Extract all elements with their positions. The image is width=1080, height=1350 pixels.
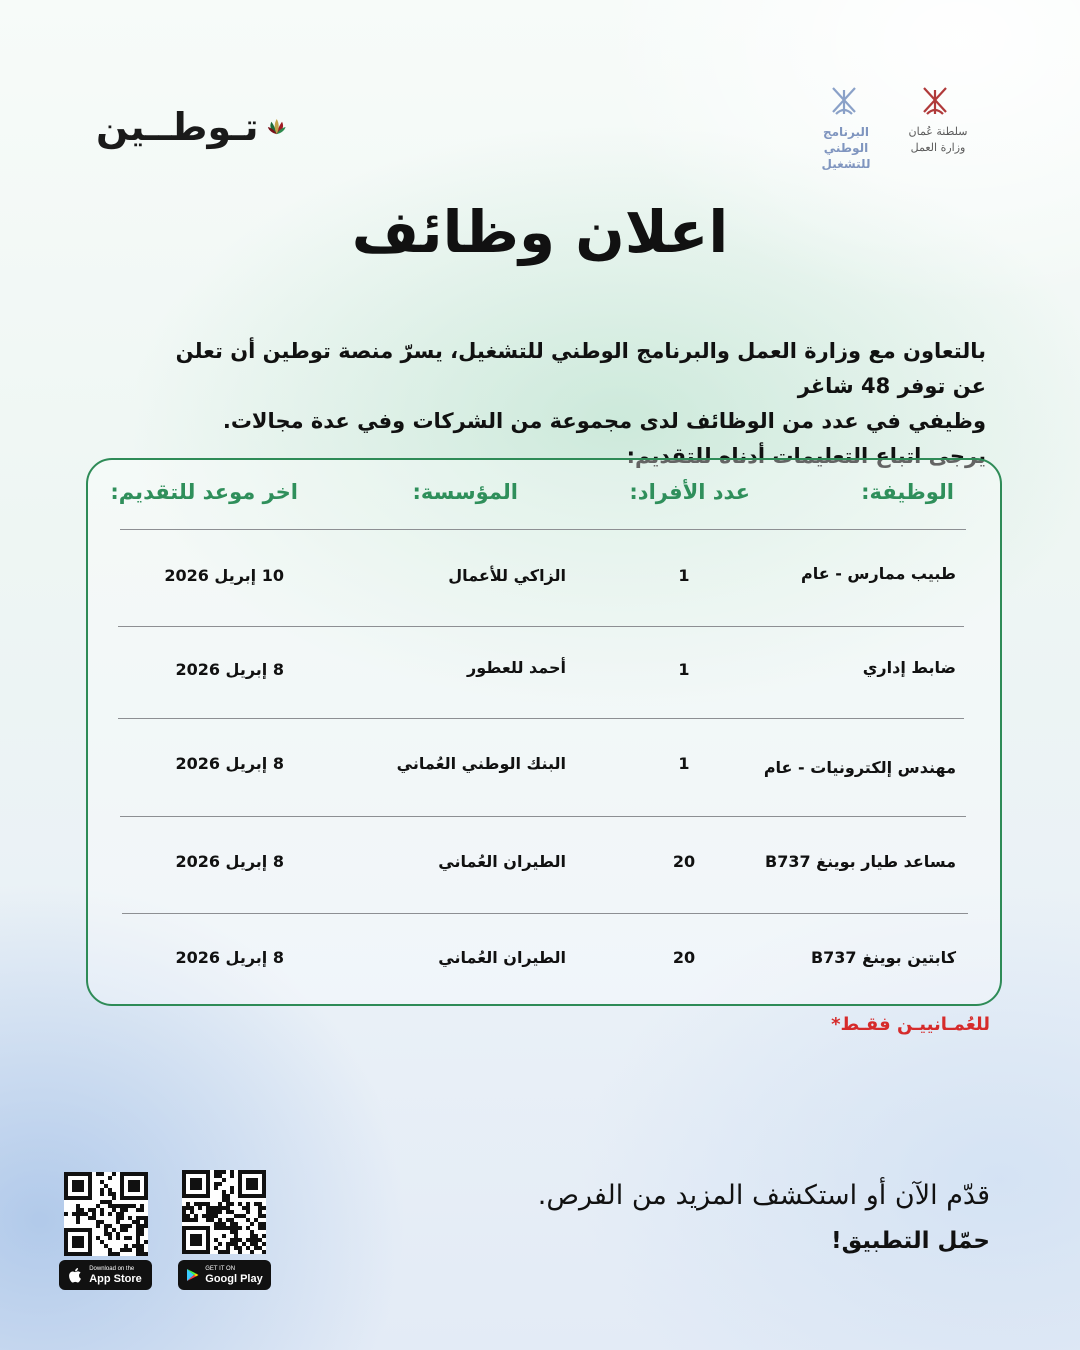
intro-line-2: وظيفي في عدد من الوظائف لدى مجموعة من الشركات وفي عدة مجالات. <box>222 409 986 433</box>
row-5-job: كابتين بوينغ B737 <box>810 948 956 967</box>
ministry-logos <box>800 84 976 171</box>
apple-icon <box>69 1267 83 1283</box>
intro-line-3: يرجى اتباع التعليمات أدناه للتقديم: <box>626 444 986 468</box>
row-2-job: ضابط إداري <box>862 658 956 677</box>
google-play-label: Googl Play <box>205 1272 263 1285</box>
row-2-org: أحمد للعطور <box>467 658 566 677</box>
header-divider <box>120 529 966 530</box>
app-store-badge[interactable] <box>59 1260 152 1290</box>
ministry-name-line1: سلطنة عُمان <box>908 125 968 138</box>
row-5-org: الطيران العُماني <box>438 948 566 967</box>
program-name-line2: للتشغيل <box>821 157 871 171</box>
row-divider <box>118 626 964 627</box>
row-1-job: طبيب ممارس - عام <box>800 564 956 583</box>
row-1-count: 1 <box>678 566 690 585</box>
header-job: الوظيفة: <box>861 480 954 504</box>
app-store-label: App Store <box>89 1272 142 1285</box>
row-1-deadline: 10 إبريل 2026 <box>164 566 284 585</box>
header-org: المؤسسة: <box>412 480 518 504</box>
google-play-small-text: GET IT ON <box>205 1265 236 1272</box>
row-5-deadline: 8 إبريل 2026 <box>175 948 284 967</box>
app-store-small-text: Download on the <box>89 1265 135 1272</box>
row-4-org: الطيران العُماني <box>438 852 566 871</box>
intro-line-1: بالتعاون مع وزارة العمل والبرنامج الوطني للتشغيل، يسرّ منصة توطين أن تعلن عن توفر 48 شاغر <box>175 339 986 398</box>
tawteen-logo <box>96 100 286 154</box>
omani-only-note: للعُمـانييـن فقـط* <box>831 1014 990 1035</box>
cta-text: قدّم الآن أو استكشف المزيد من الفرص. <box>537 1180 990 1211</box>
intro-paragraph <box>156 334 986 474</box>
row-3-deadline: 8 إبريل 2026 <box>175 754 284 773</box>
row-2-count: 1 <box>678 660 690 679</box>
row-1-org: الزاكي للأعمال <box>448 566 566 585</box>
row-5-count: 20 <box>672 948 696 967</box>
header-deadline: اخر موعد للتقديم: <box>110 480 298 504</box>
row-divider <box>120 816 966 817</box>
row-2-deadline: 8 إبريل 2026 <box>175 660 284 679</box>
brand-leaf-icon <box>267 107 286 147</box>
row-4-job: مساعد طيار بوينغ B737 <box>765 852 956 871</box>
download-app-text: حمّل التطبيق! <box>831 1228 990 1254</box>
program-name-line1: البرنامج الوطني <box>822 125 870 155</box>
google-play-badge[interactable] <box>178 1260 271 1290</box>
app-store-qr-code[interactable] <box>64 1172 148 1256</box>
google-play-qr-code[interactable] <box>182 1170 266 1254</box>
row-4-deadline: 8 إبريل 2026 <box>175 852 284 871</box>
ministry-name-line2: وزارة العمل <box>910 141 966 154</box>
row-3-count: 1 <box>678 754 690 773</box>
row-divider <box>118 718 964 719</box>
jobs-table-card <box>86 458 1002 1006</box>
row-3-job: مهندس إلكترونيات - عام <box>763 758 956 777</box>
row-3-org: البنك الوطني العُماني <box>396 754 566 773</box>
google-play-icon <box>186 1268 199 1282</box>
row-divider <box>122 913 968 914</box>
row-4-count: 20 <box>672 852 696 871</box>
page-title: اعلان وظائف <box>351 198 729 266</box>
brand-name: تـوطــين <box>96 105 259 149</box>
header-count: عدد الأفراد: <box>629 480 750 504</box>
